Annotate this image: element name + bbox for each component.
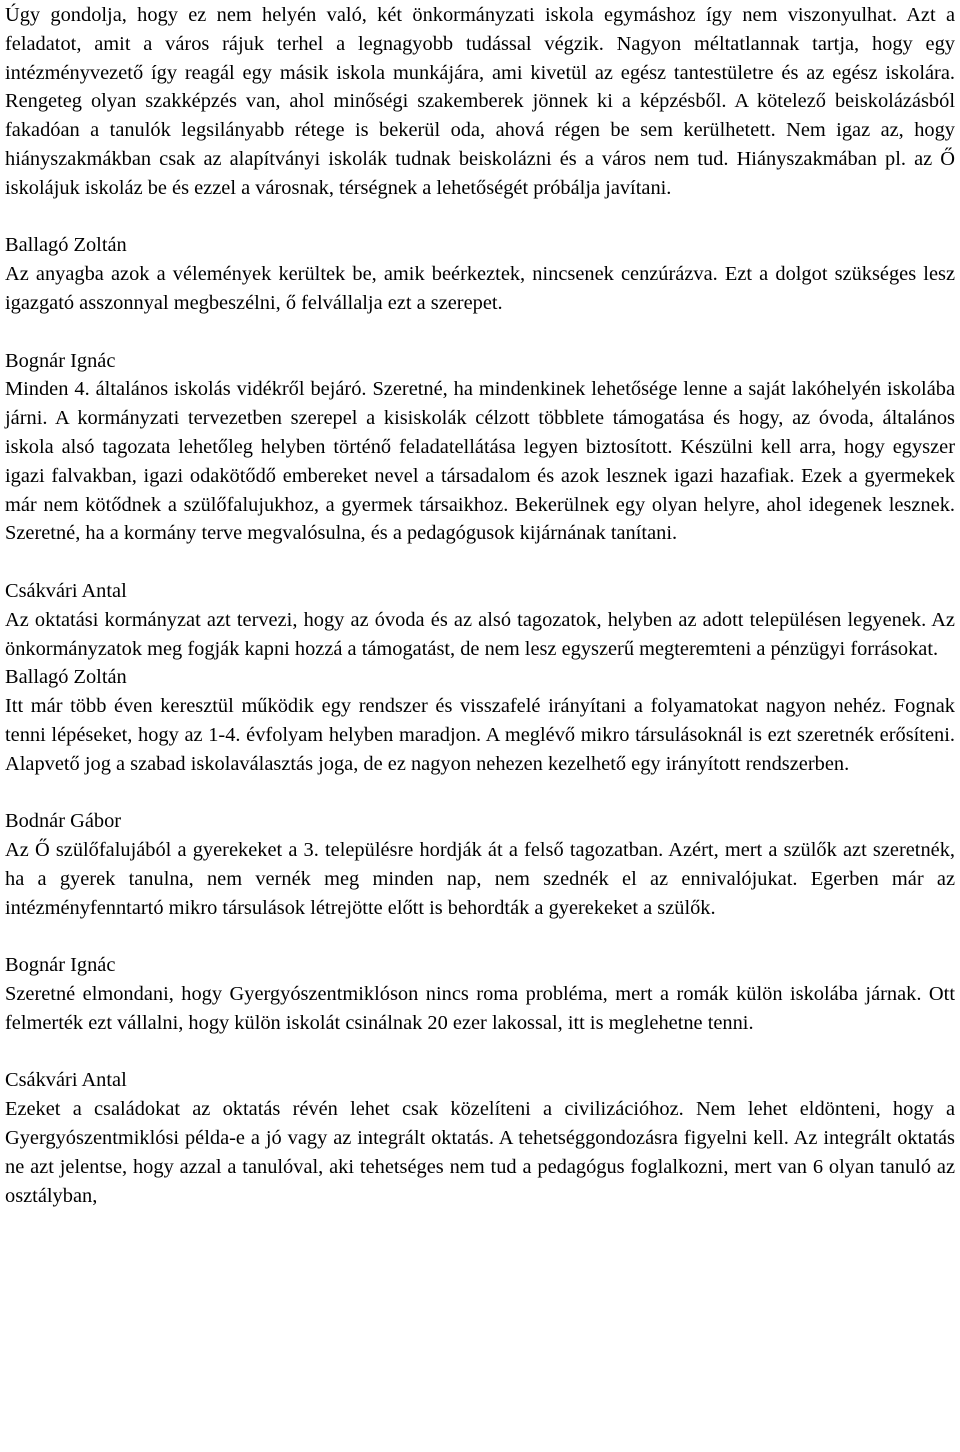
document-page xyxy=(5,1,955,1210)
paragraph-spacer xyxy=(5,318,955,347)
paragraph-spacer xyxy=(5,923,955,952)
opening-paragraph: Úgy gondolja, hogy ez nem helyén való, két önkormányzati iskola egymáshoz így nem viszonyulhat. Azt a feladatot, amit a város rájuk terhel a legnagyobb tudással végzik. Nagyon méltatlannak tartja, hogy egy intézményvezető így reagál egy másik iskola munkájára, ami kivetül az egész tantestületre és az egész iskolára. Rengeteg olyan szakképzés van, ahol minőségi szakemberek jönnek ki a képzésből. A kötelező beiskolázásból fakadóan a tanulók legsilányabb rétege is bekerül oda, ahová régen be sem kerülhetett. Nem igaz az, hogy hiányszakmákban csak az alapítványi iskolák tudnak beiskolázni és a város nem tud. Hiányszakmában pl. az Ő iskolájuk iskoláz be és ezzel a városnak, térségnek a lehetőségét próbálja javítani. xyxy=(5,4,955,199)
speaker-name: Bognár Ignác xyxy=(5,349,116,372)
paragraph-spacer xyxy=(5,779,955,808)
speaker-name: Bodnár Gábor xyxy=(5,810,122,833)
paragraph-spacer xyxy=(5,548,955,577)
speech-paragraph: Az oktatási kormányzat azt tervezi, hogy az óvoda és az alsó tagozatok, helyben az adott településen legyenek. Az önkormányzatok meg fogják kapni hozzá a támogatást, de nem lesz egyszerű megteremteni a pénzügyi forrásokat. xyxy=(5,608,955,660)
speech-paragraph: Az anyagba azok a vélemények kerültek be, amik beérkeztek, nincsenek cenzúrázva. Ezt a dolgot szükséges lesz igazgató asszonnyal megbeszélni, ő felvállalja ezt a szerepet. xyxy=(5,263,955,314)
speaker-name: Bognár Ignác xyxy=(5,954,116,977)
speaker-name: Csákvári Antal xyxy=(5,579,127,602)
speaker-name: Csákvári Antal xyxy=(5,1069,127,1092)
speaker-name: Ballagó Zoltán xyxy=(5,666,127,689)
paragraph-spacer xyxy=(5,203,955,232)
speaker-name: Ballagó Zoltán xyxy=(5,234,127,257)
speech-paragraph: Minden 4. általános iskolás vidékről bejáró. Szeretné, ha mindenkinek lehetősége lenne a saját lakóhelyén iskolába járni. A kormányzati tervezetben szerepel a kisiskolák célzott többlete támogatása és hogy, az óvoda, általános iskola alsó tagozata lehetőleg helyben történő feladatellátása legyen biztosított. Készülni kell arra, hogy egyszer igazi falvakban, igazi odakötődő embereket nevel a társadalom és azok lesznek igazi hazafiak. Ezek a gyermekek már nem kötődnek a szülőfalujukhoz, a gyermek társaikhoz. Bekerülnek egy olyan helyre, ahol idegenek lesznek. Szeretné, ha a kormány terve megvalósulna, és a pedagógusok kijárnának tanítani. xyxy=(5,378,955,545)
speech-paragraph: Szeretné elmondani, hogy Gyergyószentmiklóson nincs roma probléma, mert a romák külön iskolába járnak. Ott felmerték ezt vállalni, hogy külön iskolát csinálnak 20 ezer lakossal, itt is meglehetne tenni. xyxy=(5,983,955,1034)
paragraph-spacer xyxy=(5,1038,955,1067)
speech-paragraph: Itt már több éven keresztül működik egy rendszer és visszafelé irányítani a folyamatokat nagyon nehéz. Fognak tenni lépéseket, hogy az 1-4. évfolyam helyben maradjon. A meglévő mikro társulásoknál is ezt szeretnék erősíteni. Alapvető jog a szabad iskolaválasztás joga, de ez nagyon nehezen kezelhető egy irányított rendszerben. xyxy=(5,695,955,775)
speech-paragraph: Az Ő szülőfalujából a gyerekeket a 3. településre hordják át a felső tagozatban. Azért, mert a szülők azt szeretnék, ha a gyerek tanulna, nem vernék meg minden nap, nem szednék el az ennivalójukat. Egerben már az intézményfenntartó mikro társulások létrejötte előtt is behordták a gyerekeket a szülők. xyxy=(5,839,955,919)
speech-paragraph: Ezeket a családokat az oktatás révén lehet csak közelíteni a civilizációhoz. Nem lehet eldönteni, hogy a Gyergyószentmiklósi példa-e a jó vagy az integrált oktatás. A tehetséggondozásra figyelni kell. Az integrált oktatás ne azt jelentse, hogy azzal a tanulóval, aki tehetséges nem tud a pedagógus foglalkozni, mert van 6 olyan tanuló az osztályban, xyxy=(5,1098,955,1207)
